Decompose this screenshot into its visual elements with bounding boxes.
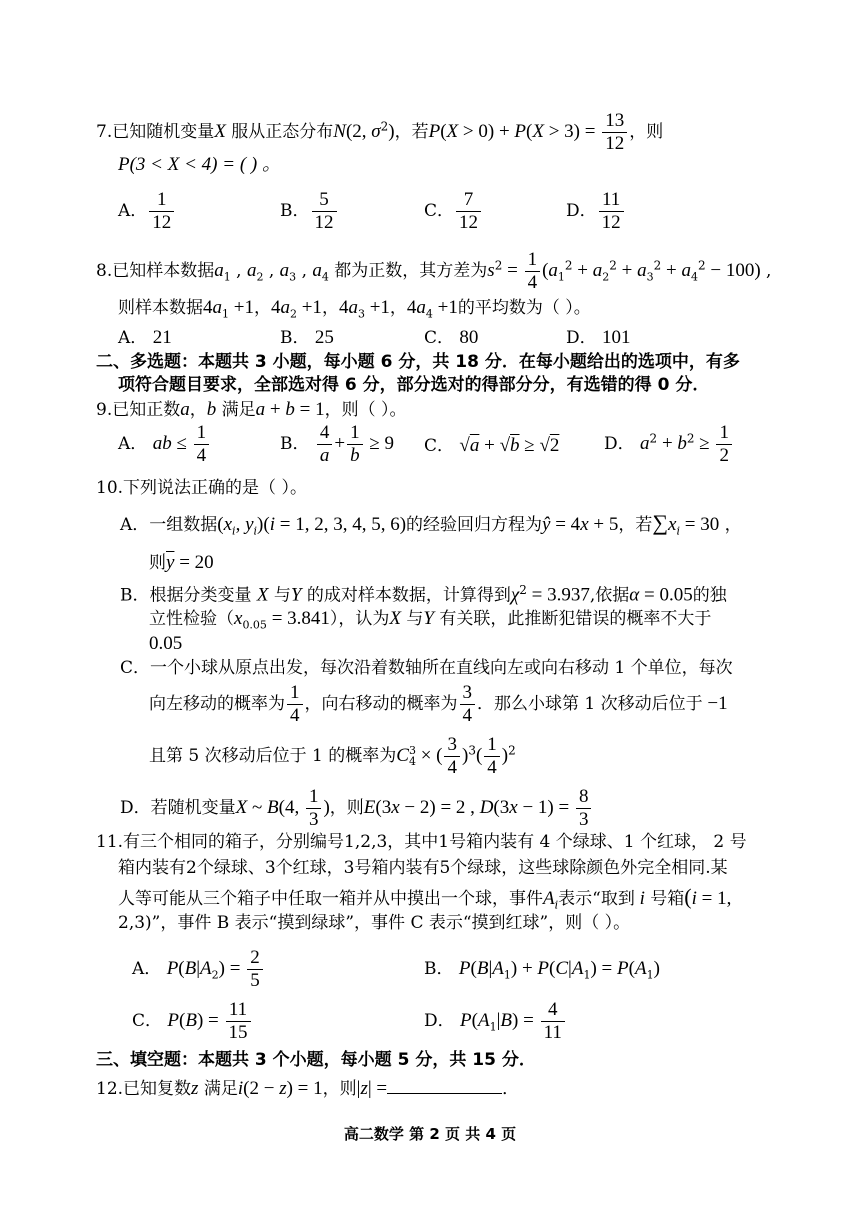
q10-option-d: D．若随机变量X ~ B(4, $\frac{1}{3}$ )，则E(3x − 2) = 2 , D(3x − 1) = $\frac{8}{3}$ [120, 787, 593, 830]
q9-options [118, 423, 798, 473]
q11-line1: 11.有三个相同的箱子，分别编号1,2,3，其中1号箱内装有 4 个绿球、1 个红球， 2 号 [96, 832, 747, 852]
q8-stem-text2: 都为正数，其方差为 [334, 260, 488, 281]
section2-heading-line2: 项符合题目要求，全部选对得 6 分，部分选对的得部分分，有选错的得 0 分． [118, 375, 710, 395]
q11-options-row2 [132, 1000, 772, 1050]
q12-line: 12.已知复数z 满足i(2 − z) = 1，则|z| = ． [96, 1078, 520, 1099]
q7-stem-text4: ，则 [629, 121, 664, 142]
q11-option-c: C． P(B) = $\frac{11}{15}$ [132, 1000, 253, 1043]
q8-option-a: A． 21 [118, 327, 172, 348]
q7-stem-text3: ，若 [394, 121, 429, 142]
q8-line2: 则样本数据$4a_1 +1$，$4a_2 +1$，$4a_3 +1$，$4a_4 +1$的平均数为（ ）。 [118, 297, 591, 321]
q10-option-b-line2: 立性检验$(x_{0.05} = 3.841)$，认为X 与Y 有关联，此推断犯错误的概率不大于 [149, 608, 712, 632]
page-footer: 高二数学 第 2 页 共 4 页 [343, 1125, 517, 1143]
q7-stem-text2: 服从正态分布 [231, 121, 334, 142]
q10-stem: 10.下列说法正确的是（ ）。 [96, 478, 307, 498]
q9-option-c: C． √a + √b ≥ √2 [424, 435, 560, 456]
q8-line2-text2: 的平均数为（ ）。 [457, 298, 591, 318]
section3-heading: 三、填空题：本题共 3 个小题，每小题 5 分，共 15 分． [96, 1050, 536, 1070]
q7-line1: 7.已知随机变量X 服从正态分布N(2, $\sigma^2$)，若P(X > 0) + P(X > 3) = $\frac{13}{12}$ ，则 [96, 110, 664, 154]
q7-fraction: $\frac{13}{12}$ [602, 111, 627, 154]
q8-option-d: D． 101 [566, 327, 631, 348]
q9-option-d: D． $a^2 + b^2$ ≥ $\frac{1}{2}$ [604, 423, 734, 466]
q8-line1: 8.已知样本数据$a_1$ , $a_2$ , $a_3$ , $a_4$ 都为正数，其方差为$s^2$ = $\frac{1}{4}$ $(a_1^2 + a_2^2 + a_3^2 + a_4^2 - 100)$ , [96, 249, 772, 293]
q7-option-a: A． $\frac{1}{12}$ [118, 190, 176, 233]
q11-line4: 2,3)”，事件 B 表示“摸到绿球”，事件 C 表示“摸到红球”，则（ ）。 [118, 913, 631, 933]
q9-line1: 9.已知正数a，b 满足a + b = 1，则（ ）。 [96, 399, 407, 420]
q11-line2: 箱内装有2个绿球、3个红球，3号箱内装有5个绿球，这些球除颜色外完全相同.某 [118, 858, 728, 878]
q7-line2: P(3 < X < 4) = ( ) 。 [118, 154, 281, 175]
q8-option-c: C． 80 [424, 327, 479, 348]
section2-heading-line1: 二、多选题：本题共 3 小题，每小题 6 分，共 18 分．在每小题给出的选项中，有多 [96, 352, 740, 372]
q10-option-c-line3: 且第 5 次移动后位于 1 的概率为C 3 4 × ( $\frac{3}{4}$ )$^3$( $\frac{1}{4}$ )$^2$ [149, 734, 516, 778]
q9-stem-text: 9.已知正数 [96, 400, 181, 420]
q7-stem-text: 7.已知随机变量 [96, 121, 215, 142]
q7-option-c: C． $\frac{7}{12}$ [424, 190, 483, 233]
q10-option-a-line1: A．一组数据($x_i$, $y_i)(i = 1$, 2, 3, 4, 5, 6)的经验回归方程为ŷ = 4x + 5，若$\sum x_i = 30$ ， [120, 510, 742, 538]
q12-answer-blank[interactable] [387, 1077, 502, 1094]
q10-option-a-line2: 则$\overline{y} = 20$ [149, 552, 214, 573]
q9-stem-text3: ，则（ ）。 [324, 400, 407, 420]
q11-options-row1 [132, 948, 772, 998]
q8-stem-text: 8.已知样本数据 [96, 260, 215, 281]
q7-option-b: B． $\frac{5}{12}$ [280, 190, 339, 233]
q7-option-d: D． $\frac{11}{12}$ [566, 190, 626, 233]
q9-option-b: B． $\frac{4}{a}$ + $\frac{1}{b}$ ≥ 9 [280, 422, 395, 466]
q11-option-d: D． $P(A_1|B)$ = $\frac{4}{11}$ [424, 1000, 567, 1043]
q10-option-c-line2: 向左移动的概率为 $\frac{1}{4}$ ，向右移动的概率为 $\frac{3}{4}$ ．那么小球第 1 次移动后位于 −1 [149, 682, 728, 726]
q11-line3: 人等可能从三个箱子中任取一箱并从中摸出一个球，事件$A_i$表示“取到 i 号箱(i = 1, [118, 884, 732, 912]
q11-option-b: B． $P(B|A_1) + P(C|A_1) = P(A_1)$ [424, 958, 660, 982]
q8-option-b: B． 25 [280, 327, 334, 348]
q9-option-a: A． ab ≤ $\frac{1}{4}$ [118, 423, 211, 466]
q10-option-b-line3: 0.05 [149, 633, 183, 654]
q10-option-c-line1: C．一个小球从原点出发，每次沿着数轴所在直线向左或向右移动 1 个单位，每次 [120, 658, 733, 678]
q11-option-a: A． $P(B|A_2)$ = $\frac{2}{5}$ [132, 948, 265, 991]
q9-stem-text2: 满足 [221, 400, 256, 420]
q8-fraction: $\frac{1}{4}$ [525, 250, 541, 293]
q10-option-b-line1: B．根据分类变量 X 与Y 的成对样本数据，计算得到$\chi^2 = 3.937$,依据α = 0.05的独 [120, 583, 727, 606]
q8-line2-text: 则样本数据 [118, 298, 203, 318]
